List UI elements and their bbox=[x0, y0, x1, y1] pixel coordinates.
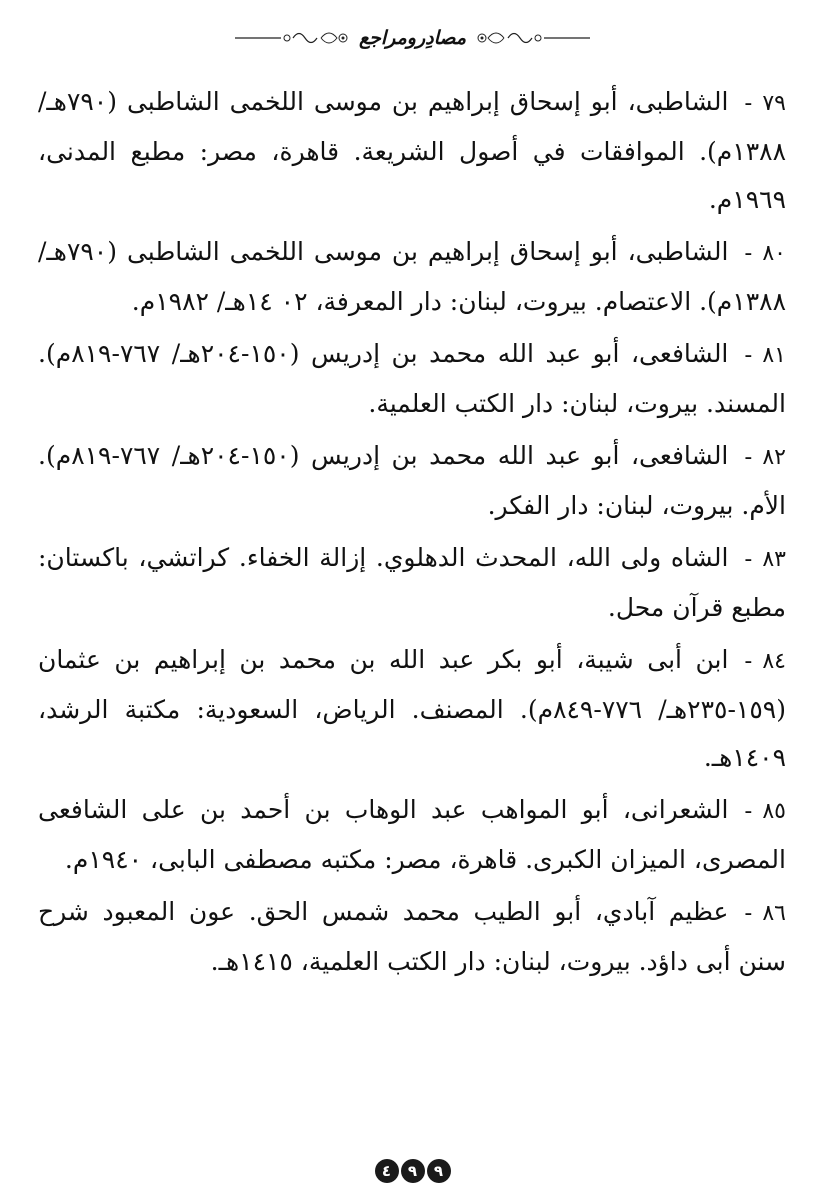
entry-separator: - bbox=[744, 91, 753, 116]
entry-separator: - bbox=[744, 547, 753, 572]
entry-text: عظيم آبادي، أبو الطيب محمد شمس الحق. عون المعبود شرح سنن أبى داؤد. بيروت، لبنان: دار الكتب العلمية، ١٤١٥هـ. bbox=[38, 897, 786, 976]
bibliography-entry bbox=[38, 636, 786, 782]
entry-text: الشاه ولى الله، المحدث الدهلوي. إزالة الخفاء. كراتشي، باكستان: مطبع قرآن محل. bbox=[38, 543, 786, 622]
bibliography-entry bbox=[38, 78, 786, 224]
page-number-digit: ٩ bbox=[401, 1159, 425, 1183]
page-number-digit: ٤ bbox=[375, 1159, 399, 1183]
entry-text: ابن أبى شيبة، أبو بكر عبد الله بن محمد بن إبراهيم بن عثمان (١٥٩-٢٣٥هـ/ ٧٧٦-٨٤٩م). المصنف. الرياض، السعودية: مكتبة الرشد، ١٤٠٩هـ. bbox=[38, 645, 786, 772]
bibliography-entry bbox=[38, 432, 786, 530]
entry-number: ٨٥ bbox=[762, 799, 786, 824]
entry-text: الشاطبى، أبو إسحاق إبراهيم بن موسى اللخمى الشاطبى (٧٩٠هـ/١٣٨٨م). الاعتصام. بيروت، لبنان: دار المعرفة، ٠٢ ١٤هـ/ ١٩٨٢م. bbox=[38, 237, 786, 316]
entry-text: الشاطبى، أبو إسحاق إبراهيم بن موسى اللخمى الشاطبى (٧٩٠هـ/١٣٨٨م). الموافقات في أصول الشريعة. قاهرة، مصر: مطبع المدنى، ١٩٦٩م. bbox=[38, 87, 786, 214]
entry-separator: - bbox=[744, 445, 753, 470]
bibliography-list bbox=[38, 78, 786, 990]
entry-text: الشافعى، أبو عبد الله محمد بن إدريس (١٥٠-٢٠٤هـ/ ٧٦٧-٨١٩م). الأم. بيروت، لبنان: دار الفكر. bbox=[38, 441, 786, 520]
entry-separator: - bbox=[744, 241, 753, 266]
entry-number: ٨٤ bbox=[762, 649, 786, 674]
entry-text: الشافعى، أبو عبد الله محمد بن إدريس (١٥٠-٢٠٤هـ/ ٧٦٧-٨١٩م). المسند. بيروت، لبنان: دار الكتب العلمية. bbox=[38, 339, 786, 418]
bibliography-entry bbox=[38, 888, 786, 986]
left-ornament-icon bbox=[233, 27, 353, 49]
bibliography-entry bbox=[38, 330, 786, 428]
entry-number: ٨٠ bbox=[762, 241, 786, 266]
entry-separator: - bbox=[744, 649, 753, 674]
entry-text: الشعرانى، أبو المواهب عبد الوهاب بن أحمد بن على الشافعى المصرى، الميزان الكبرى. قاهرة، مصر: مكتبه مصطفى البابى، ١٩٤٠م. bbox=[38, 795, 786, 874]
entry-number: ٨٢ bbox=[762, 445, 786, 470]
page-footer bbox=[0, 1159, 825, 1183]
bibliography-entry bbox=[38, 228, 786, 326]
running-header-title: مصادِرومراجع bbox=[358, 27, 467, 49]
page-number bbox=[375, 1159, 451, 1183]
header-inner bbox=[233, 27, 592, 49]
right-ornament-icon bbox=[472, 27, 592, 49]
page-header bbox=[0, 18, 825, 58]
bibliography-entry bbox=[38, 534, 786, 632]
bibliography-entry bbox=[38, 786, 786, 884]
entry-number: ٨١ bbox=[762, 343, 786, 368]
entry-separator: - bbox=[744, 901, 753, 926]
page-number-digit: ٩ bbox=[427, 1159, 451, 1183]
entry-separator: - bbox=[744, 343, 753, 368]
entry-number: ٨٣ bbox=[762, 547, 786, 572]
entry-number: ٨٦ bbox=[762, 901, 786, 926]
entry-number: ٧٩ bbox=[762, 91, 786, 116]
entry-separator: - bbox=[744, 799, 753, 824]
